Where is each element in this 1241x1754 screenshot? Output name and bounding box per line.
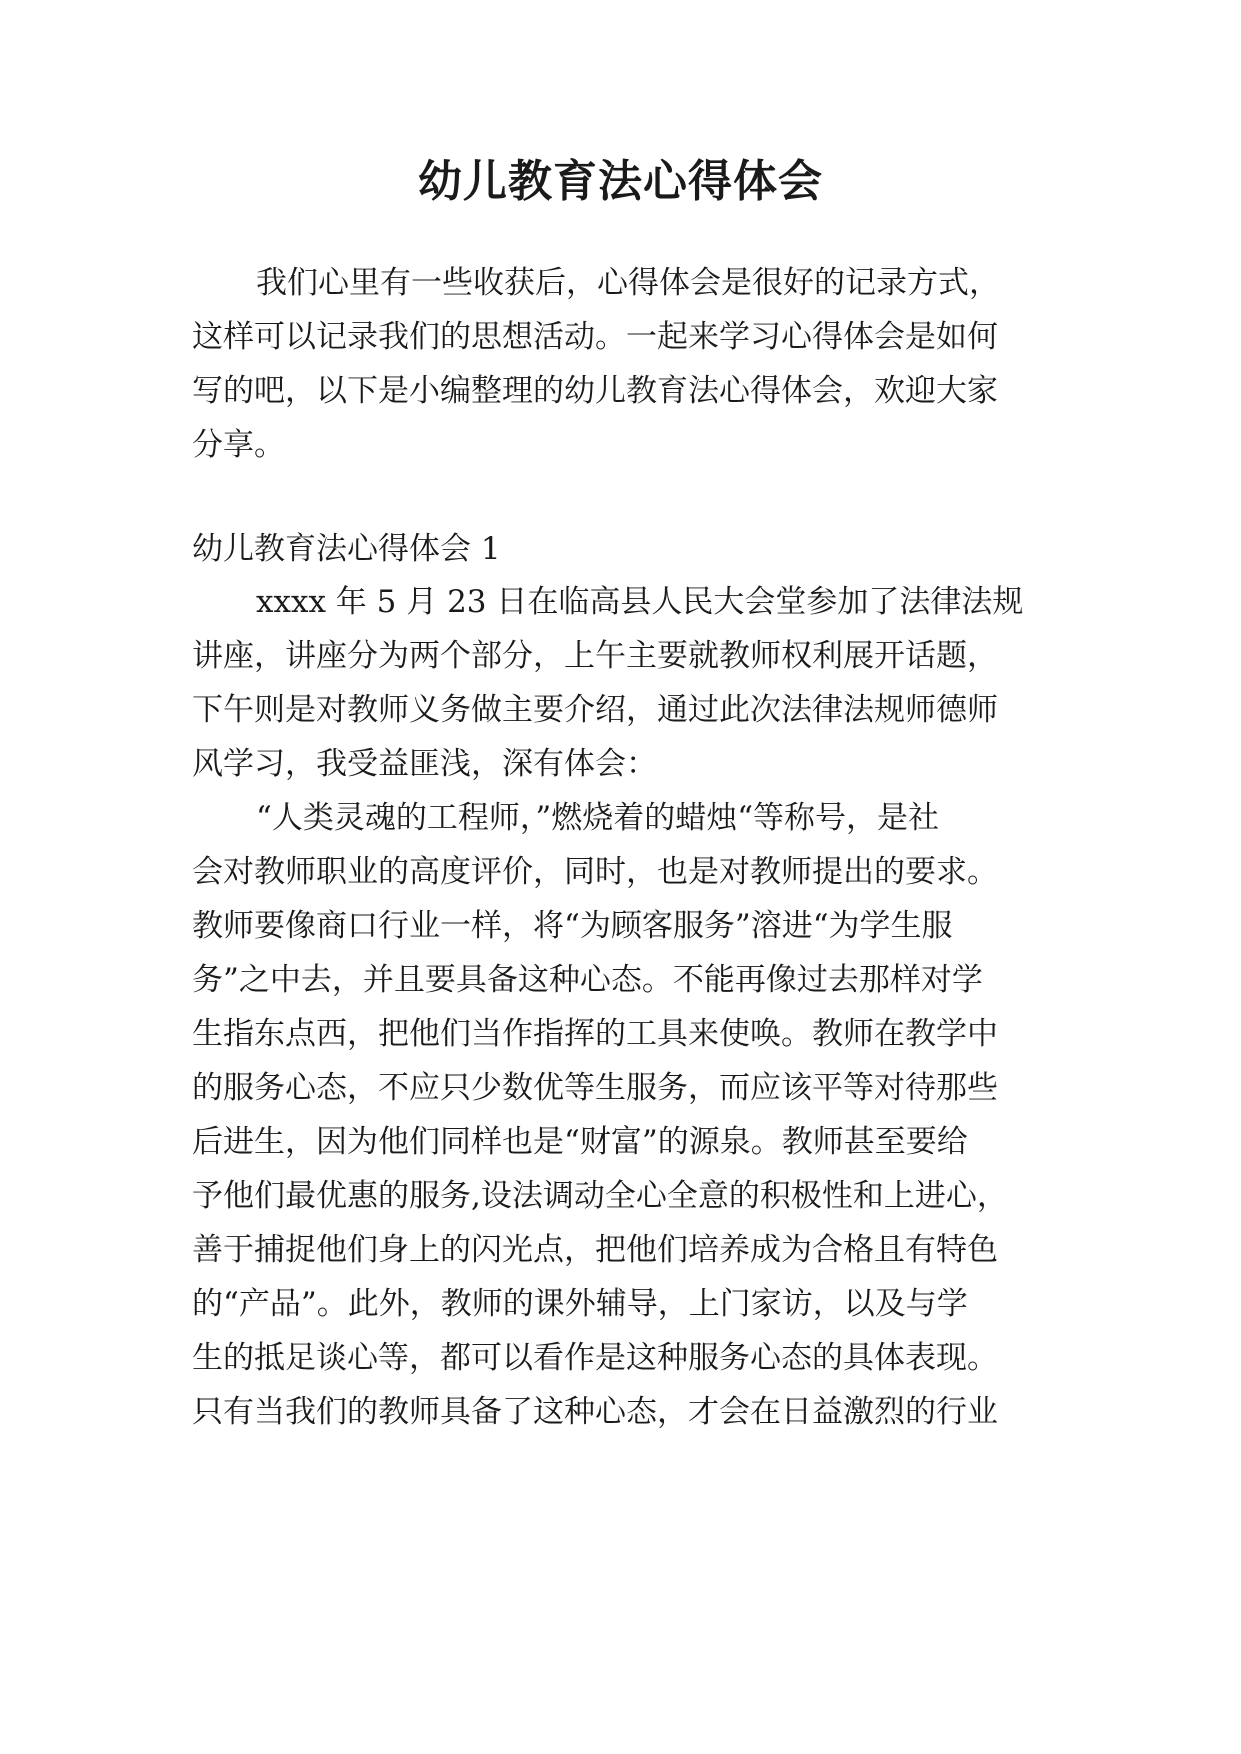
- paragraph-line: 务”之中去，并且要具备这种心态。不能再像过去那样对学: [192, 962, 983, 998]
- paragraph-line: 后进生，因为他们同样也是“财富”的源泉。教师甚至要给: [192, 1124, 968, 1160]
- intro-line: 写的吧，以下是小编整理的幼儿教育法心得体会，欢迎大家: [192, 373, 998, 409]
- paragraph-line: 会对教师职业的高度评价，同时，也是对教师提出的要求。: [192, 854, 998, 890]
- intro-line: 这样可以记录我们的思想活动。一起来学习心得体会是如何: [192, 319, 998, 355]
- paragraph-line: 善于捕捉他们身上的闪光点，把他们培养成为合格且有特色: [192, 1232, 998, 1268]
- paragraph-line: 下午则是对教师义务做主要介绍，通过此次法律法规师德师: [192, 692, 998, 728]
- paragraph-line: 的“产品”。此外，教师的课外辅导，上门家访，以及与学: [192, 1286, 968, 1322]
- paragraph-line: “人类灵魂的工程师，”燃烧着的蜡烛“等称号，是社: [256, 800, 940, 836]
- paragraph-line: 生指东点西，把他们当作指挥的工具来使唤。教师在教学中: [192, 1016, 998, 1052]
- intro-line: 我们心里有一些收获后，心得体会是很好的记录方式，: [256, 265, 1000, 301]
- paragraph-line: 讲座，讲座分为两个部分，上午主要就教师权利展开话题，: [192, 638, 998, 674]
- intro-line: 分享。: [192, 427, 285, 463]
- paragraph-line: 予他们最优惠的服务,设法调动全心全意的积极性和上进心，: [192, 1178, 1008, 1214]
- document-title: 幼儿教育法心得体会: [418, 156, 823, 207]
- paragraph-line: xxxx 年 5 月 23 日在临高县人民大会堂参加了法律法规: [256, 584, 1024, 620]
- paragraph-line: 教师要像商口行业一样，将“为顾客服务”溶进“为学生服: [192, 908, 953, 944]
- paragraph-line: 风学习，我受益匪浅，深有体会：: [192, 746, 657, 782]
- section-heading: 幼儿教育法心得体会 1: [192, 531, 501, 567]
- paragraph-line: 生的抵足谈心等，都可以看作是这种服务心态的具体表现。: [192, 1340, 998, 1376]
- paragraph-line: 的服务心态，不应只少数优等生服务，而应该平等对待那些: [192, 1070, 998, 1106]
- paragraph-line: 只有当我们的教师具备了这种心态，才会在日益激烈的行业: [192, 1394, 998, 1430]
